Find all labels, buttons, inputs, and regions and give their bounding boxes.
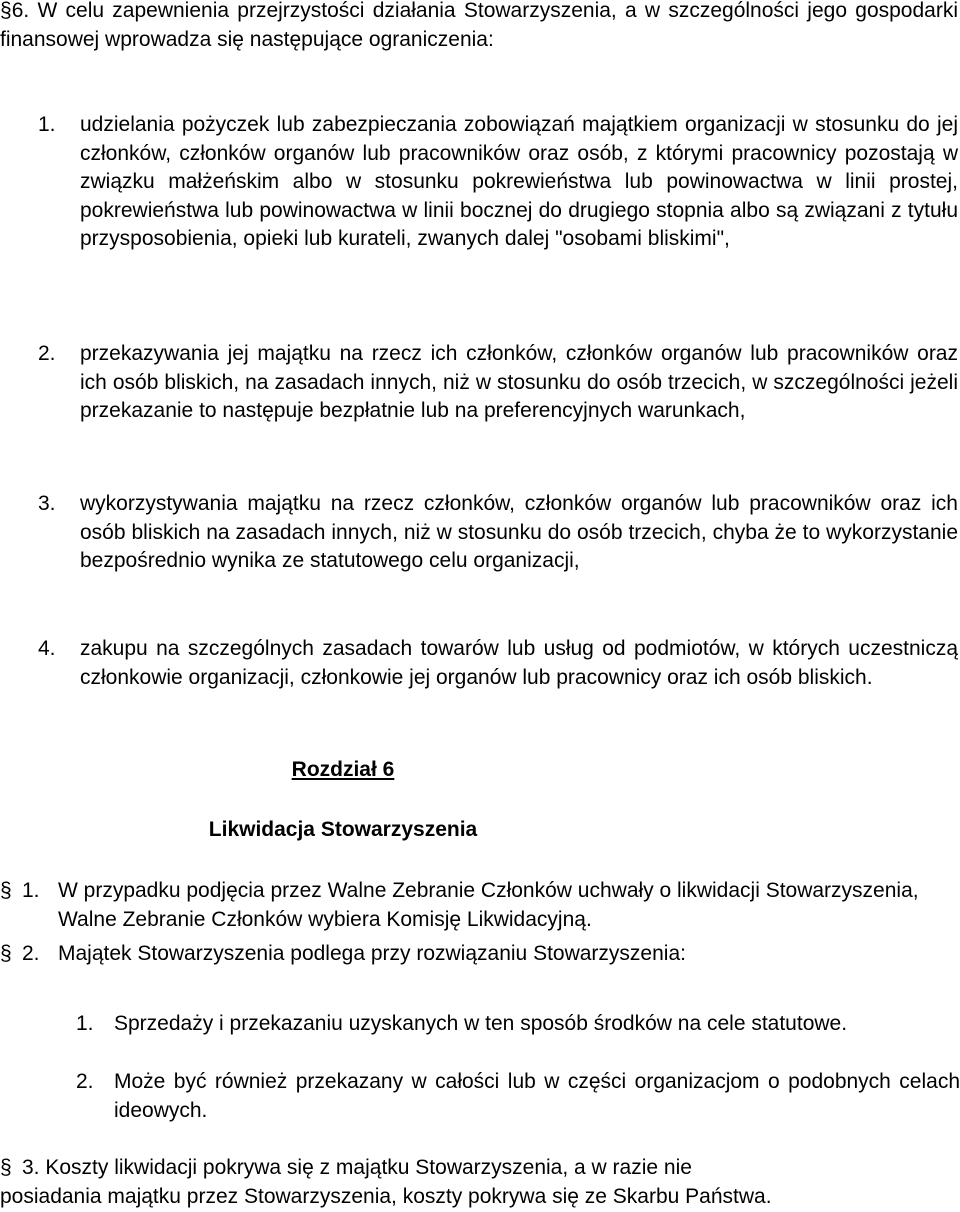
chapter-item-number: 1. — [22, 879, 40, 902]
restriction-number: 4. — [38, 637, 56, 660]
restriction-item-1 — [38, 111, 958, 254]
chapter-subtitle — [0, 816, 686, 845]
final-paragraph — [0, 1154, 958, 1211]
section-mark: § — [0, 879, 12, 902]
chapter-title-text: Rozdział 6 — [291, 758, 395, 781]
sub-item-number: 2. — [76, 1070, 94, 1093]
restriction-number: 2. — [38, 342, 56, 365]
intro-body: 6. W celu zapewnienia przejrzystości działania Stowarzyszenia, a w szczególności jego gospodarki finansowej wprowadza się następujące ograniczenia: — [0, 0, 958, 51]
intro-paragraph — [0, 0, 958, 54]
section-mark: § — [0, 0, 12, 22]
restriction-number: 1. — [38, 113, 56, 136]
restriction-text: udzielania pożyczek lub zabezpieczania zobowiązań majątkiem organizacji w stosunku do jej członków, członków organów lub pracowników oraz osób, z którymi pracownicy pozostają w związku małżeńskim albo w stosunku pokrewieństwa lub powinowactwa w linii prostej, pokrewieństwa lub powinowactwa w linii bocznej do drugiego stopnia albo są związani z tytułu przysposobienia, opieki lub kurateli, zwanych dalej "osobami bliskimi", — [80, 113, 958, 250]
sub-item-text: Może być również przekazany w całości lub w części organizacjom o podobnych celach ideowych. — [114, 1070, 960, 1122]
restriction-item-4 — [38, 635, 958, 692]
restriction-number: 3. — [38, 492, 56, 515]
section-mark: § — [0, 942, 12, 965]
sub-item-number: 1. — [76, 1012, 94, 1035]
restriction-item-3 — [38, 490, 958, 576]
chapter-item-number: 2. — [22, 942, 40, 965]
final-line-2: posiadania majątku przez Stowarzyszenia, koszty pokrywa się ze Skarbu Państwa. — [0, 1184, 772, 1208]
restriction-text: przekazywania jej majątku na rzecz ich członków, członków organów lub pracowników oraz ich osób bliskich, na zasadach innych, niż w stosunku do osób trzecich, w szczególności jeżeli przekazanie to następuje bezpłatnie lub na preferencyjnych warunkach, — [80, 342, 958, 422]
restriction-item-2 — [38, 340, 958, 426]
chapter-subtitle-text: Likwidacja Stowarzyszenia — [208, 818, 478, 841]
sub-item-2 — [76, 1068, 960, 1125]
final-line-1: 3. Koszty likwidacji pokrywa się z majątku Stowarzyszenia, a w razie nie — [22, 1156, 692, 1179]
chapter-item-2 — [0, 940, 958, 969]
sub-item-text: Sprzedaży i przekazaniu uzyskanych w ten sposób środków na cele statutowe. — [114, 1012, 848, 1035]
section-mark: § — [0, 1156, 12, 1179]
restriction-text: zakupu na szczególnych zasadach towarów lub usług od podmiotów, w których uczestniczą członkowie organizacji, członkowie jej organów lub pracownicy oraz ich osób bliskich. — [80, 637, 958, 689]
intro-text — [0, 0, 958, 54]
chapter-item-text: W przypadku podjęcia przez Walne Zebranie Członków uchwały o likwidacji Stowarzyszenia, Walne Zebranie Członków wybiera Komisję Likwidacyjną. — [58, 879, 919, 931]
sub-item-1 — [76, 1010, 960, 1039]
chapter-title — [0, 756, 686, 785]
chapter-item-text: Majątek Stowarzyszenia podlega przy rozwiązaniu Stowarzyszenia: — [58, 942, 686, 965]
restriction-text: wykorzystywania majątku na rzecz członków, członków organów lub pracowników oraz ich osób bliskich na zasadach innych, niż w stosunku do osób trzecich, chyba że to wykorzystanie bezpośrednio wynika ze statutowego celu organizacji, — [80, 492, 958, 572]
chapter-item-1 — [0, 877, 958, 934]
